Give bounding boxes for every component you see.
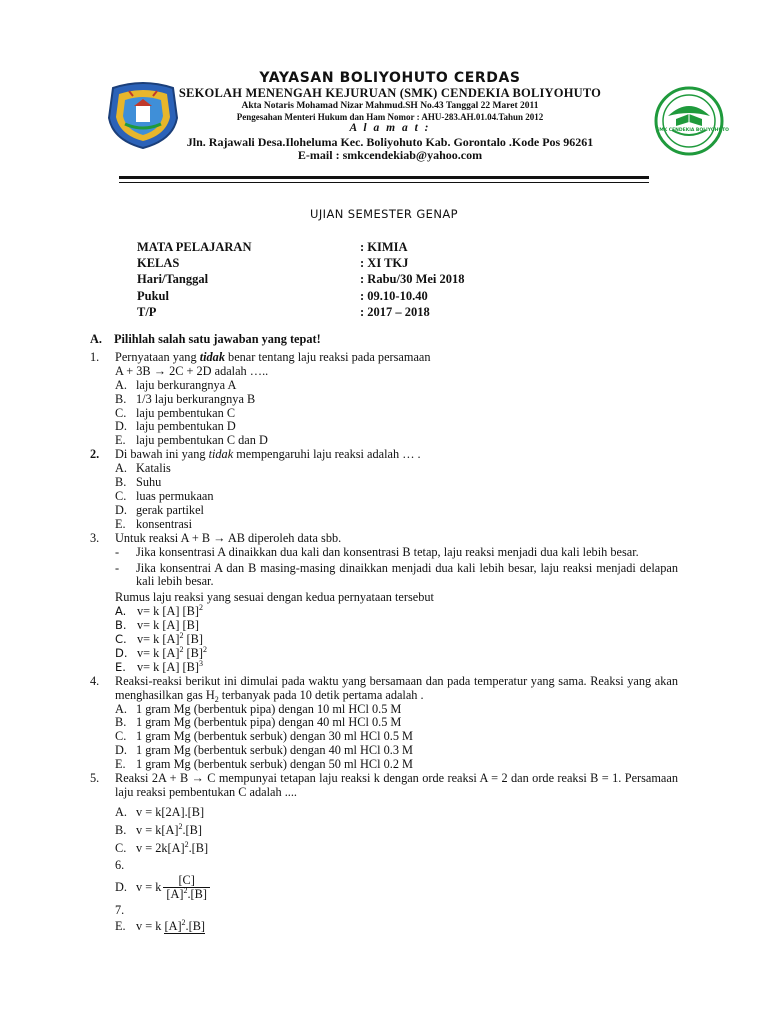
option-formula-prefix: v = k [136,879,162,894]
option-e [90,758,678,772]
info-value: : 2017 – 2018 [360,304,430,319]
stray-number: 6. [115,857,125,872]
option-formula: v= k $[A]^2$ [B] [137,631,203,647]
school-name: SEKOLAH MENENGAH KEJURUAN (SMK) CENDEKIA BOLIYOHUTO [178,86,602,100]
option-e [90,434,678,448]
section-marker: A. [90,332,102,346]
option-letter: A. [115,701,127,716]
question-1 [90,351,678,365]
option-letter: D. [115,502,127,517]
school-logo [654,86,729,156]
ratification-note: Pengesahan Menteri Hukum dan Ham Nomor : AHU-283.AH.01.04.Tahun 2012 [236,112,544,122]
stem-text: Reaksi-reaksi berikut ini dimulai pada waktu yang bersamaan dan pada temperatur yang sama. Reaksi yang akan menghasilkan gas H [115,673,678,702]
notary-deed: Akta Notaris Mohamad Nizar Mahmud.SH No.43 Tanggal 22 Maret 2011 [241,101,539,111]
info-row-year [137,304,465,320]
option-letter: A. [115,377,127,392]
info-value: : KIMIA [360,240,408,254]
option-fraction [163,874,210,901]
option-a [90,379,678,393]
option-formula: v = k[2A].[B] [136,804,205,819]
option-letter: C. [115,405,127,420]
question-number: 5. [90,771,100,786]
option-b [90,476,678,490]
option-letter: C. [115,729,127,744]
option-formula: v= k [A] [B] [137,618,199,633]
info-value: : XI TKJ [360,256,409,271]
exam-info-table [137,239,465,320]
question-list [90,333,678,934]
option-e [90,658,678,675]
stem-text: terbanyak pada 10 detik pertama adalah . [218,687,424,702]
question-number: 1. [90,349,100,364]
info-row-class [137,255,465,271]
info-label: Pukul [137,288,169,303]
option-a [90,703,678,717]
section-heading [90,333,678,347]
question-number: 3. [90,530,100,545]
info-label: KELAS [137,256,180,271]
option-letter: B. [115,391,127,406]
option-formula: v= k [A] $[B]^3$ [137,658,203,674]
option-d [90,420,678,434]
foundation-name: YAYASAN BOLIYOHUTO CERDAS [259,70,521,86]
option-text: konsentrasi [136,516,193,531]
question-stem: Untuk reaksi A + B → AB diperoleh data sbb. [115,530,342,545]
option-formula-prefix: v = k [136,918,165,933]
option-letter: E. [115,757,126,772]
option-letter: A. [115,604,127,619]
info-label: T/P [137,304,157,319]
option-text: luas permukaan [136,488,214,503]
school-logo-caption: SMK CENDEKIA BOLIYOHUTO [656,128,729,133]
option-formula: $[A]^2.[B]$ [164,917,206,933]
stray-number: 7. [115,902,125,917]
question-2 [90,448,678,462]
question-stem [115,448,678,462]
option-a [90,605,678,619]
stem-emphasis: tidak [199,349,225,364]
question-number: 2. [90,447,100,462]
info-row-date [137,271,465,287]
option-text: 1 gram Mg (berbentuk serbuk) dengan 40 ml HCl 0.3 M [136,743,413,758]
letterhead-rule-thin [119,182,649,183]
option-a [90,803,678,821]
option-formula: v= k [A] $[B]^2$ [137,603,203,619]
option-letter: B. [115,822,127,837]
info-value: : Rabu/30 Mei 2018 [360,272,465,287]
option-c [90,730,678,744]
school-address: Jln. Rajawali Desa.Iloheluma Kec. Boliyohuto Kab. Gorontalo .Kode Pos 96261 [186,135,594,149]
stem-text: Pernyataan yang [115,349,200,364]
option-text: 1 gram Mg (berbentuk pipa) dengan 40 ml HCl 0.5 M [136,715,402,730]
option-formula: v= k $[A]^2$ $[B]^2$ [137,644,207,660]
option-d [90,504,678,518]
option-text: laju berkurangnya A [136,377,237,392]
option-formula: $v = 2k[A]^2.[B]$ [136,839,209,855]
option-letter: C. [115,488,127,503]
option-text: 1 gram Mg (berbentuk pipa) dengan 10 ml HCl 0.5 M [136,701,402,716]
address-label: A l a m a t : [349,122,431,134]
option-letter: B. [115,618,127,633]
option-letter: A. [115,461,127,476]
option-letter: D. [115,879,127,894]
info-row-time [137,288,465,304]
question-stem: Reaksi 2A + B → C mempunyai tetapan laju reaksi k dengan orde reaksi A = 2 dan orde reaksi B = 1. Persamaan laju reaksi pembentukan C adalah .... [115,771,678,799]
option-e [90,918,678,934]
option-e [90,518,678,532]
option-letter: E. [115,659,126,674]
option-letter: D. [115,645,128,660]
option-b [90,821,678,839]
fraction-numerator: [C] [163,874,210,888]
stem-text: mempengaruhi laju reaksi adalah … . [233,447,421,462]
option-a [90,462,678,476]
option-text: Katalis [136,461,171,476]
option-letter: D. [115,419,127,434]
option-text: laju pembentukan C dan D [136,433,268,448]
option-text: gerak partikel [136,502,204,517]
exam-title: UJIAN SEMESTER GENAP [310,207,458,221]
option-letter: D. [115,743,127,758]
reaction-equation: A + 3B → 2C + 2D adalah ….. [115,363,269,378]
option-text: 1/3 laju berkurangnya B [136,391,256,406]
data-point-2 [90,562,678,590]
stem-text: benar tentang laju reaksi pada persamaan [224,349,431,364]
bullet-dash: - [115,544,120,559]
info-label: Hari/Tanggal [137,272,209,287]
option-c [90,407,678,421]
question-5 [90,772,678,800]
question-3 [90,532,678,546]
option-text: laju pembentukan C [136,405,236,420]
option-letter: B. [115,715,127,730]
data-point-1 [90,546,678,560]
section-title: Pilihlah salah satu jawaban yang tepat! [114,332,321,346]
stem-text: Di bawah ini yang [115,447,209,462]
option-d [90,744,678,758]
data-point-text: Jika konsentrai A dan B masing-masing dinaikkan menjadi dua kali lebih besar, laju reaksi menjadi delapan kali lebih besar. [136,560,678,589]
option-text: Suhu [136,475,162,490]
question-stem [115,351,678,365]
question-stem [115,675,678,703]
option-letter: B. [115,475,127,490]
option-letter: E. [115,918,126,933]
question-prompt: Rumus laju reaksi yang sesuai dengan kedua pernyataan tersebut [115,590,434,605]
option-b [90,716,678,730]
school-email: E-mail : smkcendekiab@yahoo.com [297,148,483,162]
option-d [90,873,678,903]
option-formula: $v = k[A]^2.[B]$ [136,821,202,837]
info-value: : 09.10-10.40 [360,288,428,303]
option-c [90,839,678,857]
info-label: MATA PELAJARAN [137,240,252,254]
stem-emphasis: tidak [208,447,234,462]
fraction-denominator: $[A]^2.[B]$ [166,886,207,902]
info-row-subject [137,239,465,255]
subscript: 2 [214,694,219,704]
bullet-dash: - [115,560,120,575]
option-text: laju pembentukan D [136,419,236,434]
option-b [90,393,678,407]
option-letter: E. [115,433,126,448]
option-text: 1 gram Mg (berbentuk serbuk) dengan 50 ml HCl 0.2 M [136,757,413,772]
option-letter: A. [115,804,127,819]
question-number: 4. [90,673,100,688]
option-letter: E. [115,516,126,531]
option-text: 1 gram Mg (berbentuk serbuk) dengan 30 ml HCl 0.5 M [136,729,413,744]
option-d [90,644,678,661]
data-point-text: Jika konsentrasi A dinaikkan dua kali dan konsentrasi B tetap, laju reaksi menjadi dua kali lebih besar. [136,544,639,559]
option-letter: C. [115,840,127,855]
option-c [90,490,678,504]
letterhead-rule-thick [119,176,649,179]
question-4 [90,675,678,703]
option-letter: C. [115,632,127,647]
